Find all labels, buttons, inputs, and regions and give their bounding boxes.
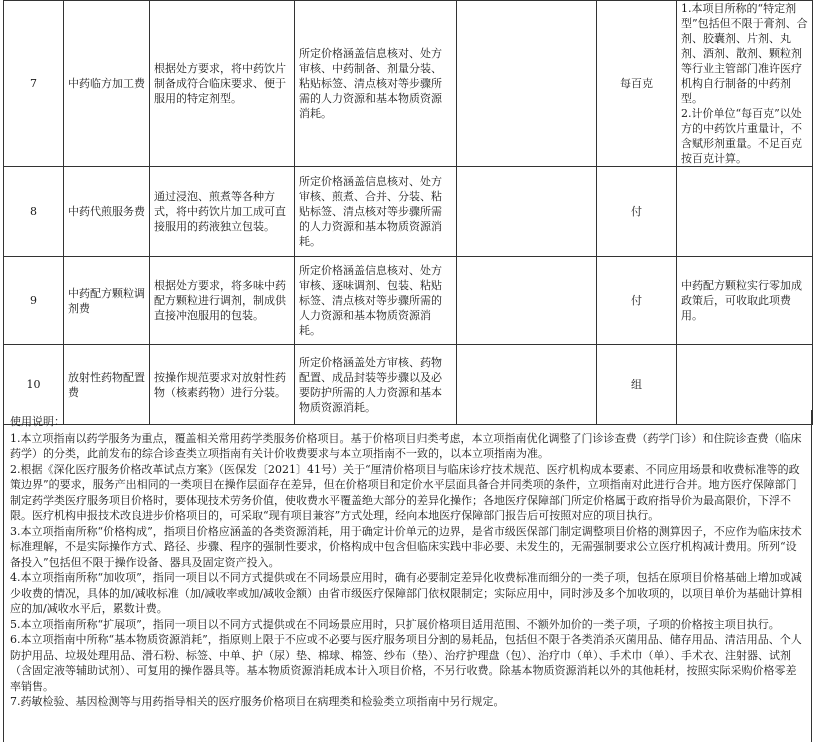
service-content: 按操作规范要求对放射性药物（核素药物）进行分装。 — [150, 345, 295, 425]
usage-note-item: 7.药敏检验、基因检测等与用药指导相关的医疗服务价格项目在病理类和检验类立项指南中另行规定。 — [10, 695, 505, 708]
service-content: 通过浸泡、煎煮等各种方式，将中药饮片加工成可直接服用的药液独立包装。 — [150, 167, 295, 257]
pricing-unit: 每百克 — [597, 1, 677, 167]
price-composition: 所定价格涵盖信息核对、处方审核、逐味调剂、包装、粘贴标签、清点核对等步骤所需的人力资源和基本物质资源消耗。 — [295, 257, 457, 345]
usage-note-item: 3.本立项指南所称“价格构成”，指项目价格应涵盖的各类资源消耗，用于确定计价单元的边界，是省市级医保部门制定调整项目价格的测算因子，不应作为临床技术标准理解，不是实际操作方式、路径、步骤、程序的强制性要求，价格构成中包含但临床实践中非必要、未发生的，无需强制要求公立医疗机构减计费用。所列“设备投入”包括但不限于操作设备、器具及固定资产投入。 — [10, 524, 802, 569]
item-name: 中药代煎服务费 — [64, 167, 150, 257]
item-name: 中药临方加工费 — [64, 1, 150, 167]
price-composition: 所定价格涵盖处方审核、药物配置、成品封装等步骤以及必要防护所需的人力资源和基本物质资源消耗。 — [295, 345, 457, 425]
service-content: 根据处方要求，将中药饮片制备成符合临床要求、便于服用的特定剂型。 — [150, 1, 295, 167]
note-cell — [677, 167, 813, 257]
pricing-unit: 付 — [597, 257, 677, 345]
table-row — [4, 167, 813, 257]
item-name: 中药配方颗粒调剂费 — [64, 257, 150, 345]
usage-note-item: 1.本立项指南以药学服务为重点，覆盖相关常用药学类服务价格项目。基于价格项目归类考虑，本立项指南优化调整了门诊诊查费（药学门诊）和住院诊查费（临床药学）的分类，此前发布的综合诊查类立项指南有关计价收费要求与本立项指南不一致的，以本立项指南为准。 — [10, 431, 802, 460]
service-content: 根据处方要求，将多味中药配方颗粒进行调剂，制成供直接冲泡服用的包装。 — [150, 257, 295, 345]
pricing-unit: 组 — [597, 345, 677, 425]
additional-item — [457, 257, 597, 345]
usage-notes — [3, 410, 812, 742]
item-name: 放射性药物配置费 — [64, 345, 150, 425]
row-number: 8 — [4, 167, 64, 257]
additional-item — [457, 167, 597, 257]
price-composition: 所定价格涵盖信息核对、处方审核、中药制备、剂量分装、粘贴标签、清点核对等步骤所需的人力资源和基本物质资源消耗。 — [295, 1, 457, 167]
usage-note-item: 5.本立项指南所称“扩展项”，指同一项目以不同方式提供或在不同场景应用时，只扩展价格项目适用范围、不额外加价的一类子项，子项的价格按主项目执行。 — [10, 617, 780, 631]
note-cell: 中药配方颗粒实行零加成政策后，可收取此项费用。 — [677, 257, 813, 345]
usage-note-item: 6.本立项指南中所称“基本物质资源消耗”，指原则上限于不应或不必要与医疗服务项目分割的易耗品，包括但不限于各类消杀灭菌用品、储存用品、清洁用品、个人防护用品、垃圾处理用品、滑石粉、标签、中单、护（尿）垫、棉球、棉签、纱布（垫）、治疗护理盘（包）、治疗巾（单）、手术巾（单）、手术衣、注射器、试剂（含固定液等辅助试剂）、可复用的操作器具等。基本物质资源消耗成本计入项目价格，不另行收费。除基本物质资源消耗以外的其他耗材，按照实际采购价格零差率销售。 — [10, 633, 802, 693]
price-item-table — [3, 0, 813, 425]
note-text-2: 2.计价单位“每百克”以处方的中药饮片重量计，不含赋形剂重量。不足百克按百克计算。 — [681, 107, 802, 165]
row-number: 7 — [4, 1, 64, 167]
additional-item — [457, 1, 597, 167]
usage-notes-title: 使用说明： — [10, 415, 65, 428]
usage-note-item: 2.根据《深化医疗服务价格改革试点方案》（医保发〔2021〕41号）关于“厘清价格项目与临床诊疗技术规范、医疗机构成本要素、不同应用场景和收费标准等的政策边界”的要求，服务产出相同的一类项目在操作层面存在差异，但在价格项目和定价水平层面具备合并同类项的条件，立项指南对此进行合并。地方医疗保障部门制定药学类医疗服务项目价格时，要体现技术劳务价值，使收费水平覆盖绝大部分的差异化操作；各地医疗保障部门所定价格属于政府指导价为最高限价，下浮不限。医疗机构申报技术改良进步价格项目的，可采取“现有项目兼容”方式处理，经向本地医疗保障部门报告后可按照对应的项目执行。 — [10, 462, 800, 522]
pricing-unit: 付 — [597, 167, 677, 257]
table-row — [4, 1, 813, 167]
note-cell — [677, 1, 813, 167]
table-row — [4, 257, 813, 345]
usage-note-item: 4.本立项指南所称“加收项”，指同一项目以不同方式提供或在不同场景应用时，确有必要制定差异化收费标准而细分的一类子项，包括在原项目价格基础上增加或减少收费的情况，具体的加/减收标准（加/减收率或加/减收金额）由省市级医疗保障部门依权限制定；实际应用中，同时涉及多个加收项的，以项目单价为基础计算相应的加/减收水平后，累数计费。 — [10, 571, 803, 615]
price-composition: 所定价格涵盖信息核对、处方审核、煎煮、合并、分装、粘贴标签、清点核对等步骤所需的人力资源和基本物质资源消耗。 — [295, 167, 457, 257]
row-number: 9 — [4, 257, 64, 345]
row-number: 10 — [4, 345, 64, 425]
note-text-1: 1.本项目所称的“特定剂型”包括但不限于膏剂、合剂、胶囊剂、片剂、丸剂、酒剂、散剂、颗粒剂等行业主管部门准许医疗机构自行制备的中药剂型。 — [681, 2, 808, 105]
